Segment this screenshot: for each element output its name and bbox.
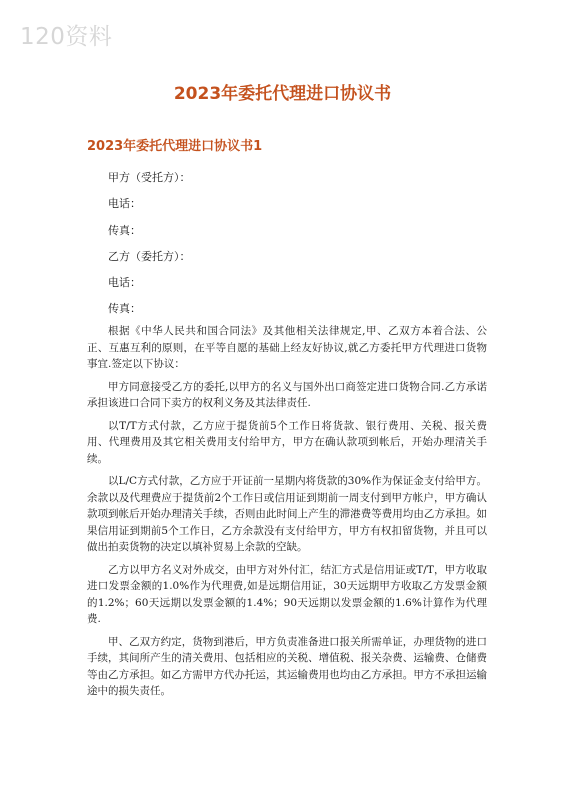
party-info-fields	[108, 171, 191, 329]
party-b-phone-label: 电话：	[108, 276, 141, 290]
party-a-label: 甲方（受托方）：	[108, 171, 191, 184]
paragraph-preamble: 根据《中华人民共和国合同法》及其他相关法律规定,甲、乙双方本着合法、公正、互惠互利的原则，在平等自愿的基础上经友好协议,就乙方委托甲方代理进口货物事宜.签定以下协议：	[87, 325, 487, 370]
paragraph-entrustment: 甲方同意接受乙方的委托,以甲方的名义与国外出口商签定进口货物合同.乙方承诺承担该进口合同下卖方的权利义务及其法律责任.	[87, 380, 487, 409]
party-b-label: 乙方（委托方）：	[108, 249, 191, 263]
document-title: 2023年委托代理进口协议书	[173, 84, 392, 104]
party-a-fax-label: 传真：	[108, 223, 141, 237]
paragraph-agency-fee: 乙方以甲方名义对外成交，由甲方对外付汇，结汇方式是信用证或T/T，甲方收取进口发票金额的1.0%作为代理费,如是远期信用证，30天远期甲方收取乙方发票金额的1.2%；60天远期以发票金额的1.4%；90天远期以发票金额的1.6%计算作为代理费.	[87, 563, 487, 625]
paragraph-lc-payment: 以L/C方式付款，乙方应于开证前一星期内将货款的30%作为保证金支付给甲方。余款以及代理费应于提货前2个工作日或信用证到期前一周支付到甲方帐户，甲方确认款项到帐后开始办理清关手续，否则由此时间上产生的滞港费等费用均由乙方承担。如果信用证到期前5个工作日，乙方余款没有支付给甲方，甲方有权扣留货物，并且可以做出拍卖货物的决定以填补贸易上余款的空缺。	[87, 475, 487, 553]
party-a-phone-label: 电话：	[108, 197, 141, 211]
party-b-fax-label: 传真：	[108, 302, 141, 316]
paragraph-tt-payment: 以T/T方式付款，乙方应于提货前5个工作日将货款、银行费用、关税、报关费用、代理费用及其它相关费用支付给甲方，甲方在确认款项到帐后，开始办理清关手续。	[87, 419, 487, 465]
paragraph-customs-clearance: 甲、乙双方约定，货物到港后，甲方负责准备进口报关所需单证，办理货物的进口手续，其间所产生的清关费用、包括相应的关税、增值税、报关杂费、运输费、仓储费等由乙方承担。如乙方需甲方代办托运，其运输费用也均由乙方承担。甲方不承担运输途中的损失责任。	[87, 635, 487, 697]
agreement-body	[87, 323, 487, 706]
section-title: 2023年委托代理进口协议书1	[87, 139, 263, 154]
watermark-logo: 120资料	[20, 24, 113, 50]
